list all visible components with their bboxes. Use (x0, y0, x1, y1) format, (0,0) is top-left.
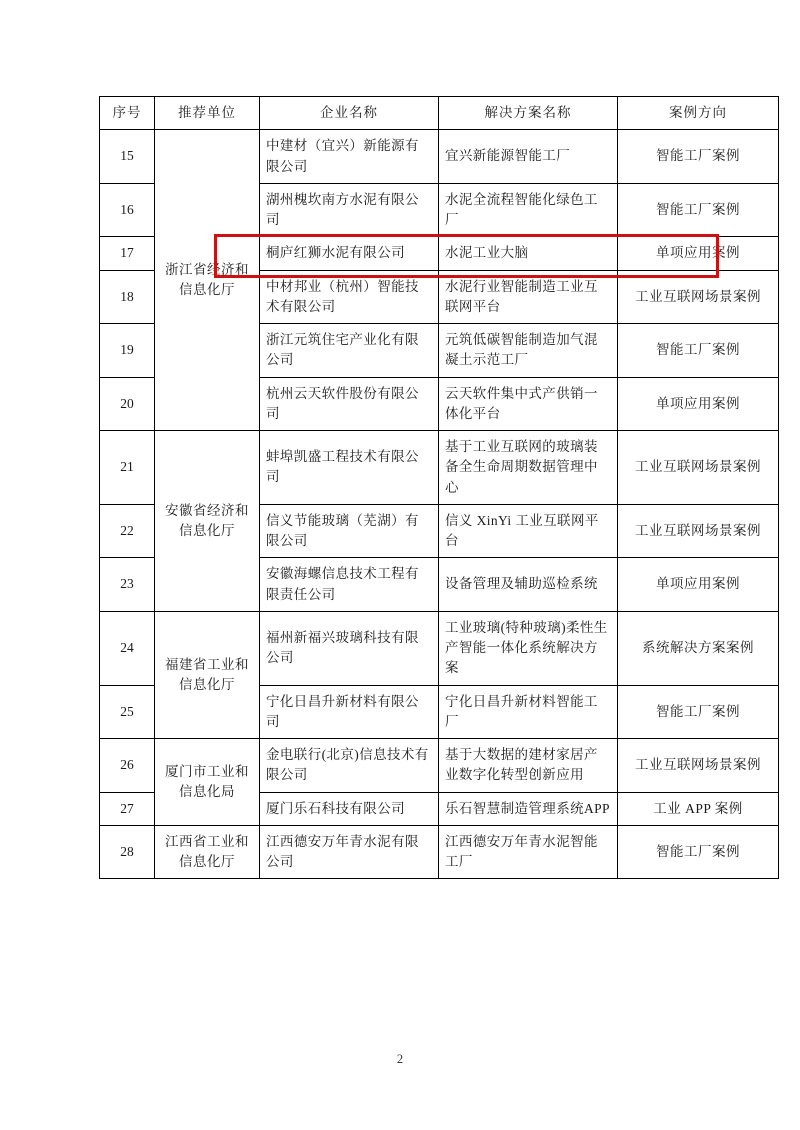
cell-entity: 厦门乐石科技有限公司 (260, 792, 439, 825)
cell-solution: 宁化日昌升新材料智能工厂 (439, 685, 618, 739)
column-header-unit: 推荐单位 (155, 97, 260, 130)
cell-seq: 19 (100, 324, 155, 378)
recommendation-table (99, 96, 779, 879)
cell-solution: 水泥全流程智能化绿色工厂 (439, 183, 618, 237)
cell-unit: 江西省工业和信息化厅 (155, 825, 260, 879)
cell-solution: 元筑低碳智能制造加气混凝土示范工厂 (439, 324, 618, 378)
cell-seq: 24 (100, 611, 155, 685)
cell-seq: 21 (100, 431, 155, 505)
cell-direction: 智能工厂案例 (618, 324, 779, 378)
cell-solution: 乐石智慧制造管理系统APP (439, 792, 618, 825)
cell-solution: 水泥行业智能制造工业互联网平台 (439, 270, 618, 324)
cell-entity: 杭州云天软件股份有限公司 (260, 377, 439, 431)
column-header-direction: 案例方向 (618, 97, 779, 130)
column-header-solution: 解决方案名称 (439, 97, 618, 130)
cell-direction: 单项应用案例 (618, 558, 779, 612)
cell-entity: 金电联行(北京)信息技术有限公司 (260, 739, 439, 793)
cell-entity: 浙江元筑住宅产业化有限公司 (260, 324, 439, 378)
table-row (100, 825, 779, 879)
table-row (100, 130, 779, 184)
cell-seq: 27 (100, 792, 155, 825)
cell-direction: 工业 APP 案例 (618, 792, 779, 825)
cell-solution: 基于工业互联网的玻璃装备全生命周期数据管理中心 (439, 431, 618, 505)
page-number: 2 (396, 1052, 404, 1066)
cell-solution: 工业玻璃(特种玻璃)柔性生产智能一体化系统解决方案 (439, 611, 618, 685)
cell-entity: 信义节能玻璃（芜湖）有限公司 (260, 504, 439, 558)
cell-unit: 浙江省经济和信息化厅 (155, 130, 260, 431)
cell-seq: 20 (100, 377, 155, 431)
cell-seq: 17 (100, 237, 155, 270)
column-header-entity: 企业名称 (260, 97, 439, 130)
cell-entity: 宁化日昌升新材料有限公司 (260, 685, 439, 739)
cell-direction: 工业互联网场景案例 (618, 270, 779, 324)
cell-solution: 江西德安万年青水泥智能工厂 (439, 825, 618, 879)
cell-seq: 28 (100, 825, 155, 879)
cell-seq: 23 (100, 558, 155, 612)
cell-entity: 福州新福兴玻璃科技有限公司 (260, 611, 439, 685)
cell-seq: 25 (100, 685, 155, 739)
cell-solution: 云天软件集中式产供销一体化平台 (439, 377, 618, 431)
recommendation-table-container (99, 96, 761, 879)
cell-seq: 26 (100, 739, 155, 793)
cell-solution: 信义 XinYi 工业互联网平台 (439, 504, 618, 558)
cell-unit: 安徽省经济和信息化厅 (155, 431, 260, 612)
table-row (100, 611, 779, 685)
cell-entity: 江西德安万年青水泥有限公司 (260, 825, 439, 879)
cell-direction: 智能工厂案例 (618, 183, 779, 237)
cell-direction: 系统解决方案案例 (618, 611, 779, 685)
cell-seq: 18 (100, 270, 155, 324)
cell-solution: 基于大数据的建材家居产业数字化转型创新应用 (439, 739, 618, 793)
cell-solution: 设备管理及辅助巡检系统 (439, 558, 618, 612)
cell-direction: 工业互联网场景案例 (618, 504, 779, 558)
cell-direction: 单项应用案例 (618, 377, 779, 431)
cell-direction: 智能工厂案例 (618, 130, 779, 184)
column-header-seq: 序号 (100, 97, 155, 130)
cell-seq: 15 (100, 130, 155, 184)
cell-direction: 单项应用案例 (618, 237, 779, 270)
cell-solution: 水泥工业大脑 (439, 237, 618, 270)
cell-entity: 桐庐红狮水泥有限公司 (260, 237, 439, 270)
cell-entity: 湖州槐坎南方水泥有限公司 (260, 183, 439, 237)
cell-unit: 福建省工业和信息化厅 (155, 611, 260, 738)
cell-direction: 工业互联网场景案例 (618, 739, 779, 793)
cell-entity: 中材邦业（杭州）智能技术有限公司 (260, 270, 439, 324)
cell-seq: 22 (100, 504, 155, 558)
cell-direction: 智能工厂案例 (618, 685, 779, 739)
cell-entity: 蚌埠凯盛工程技术有限公司 (260, 431, 439, 505)
cell-unit: 厦门市工业和信息化局 (155, 739, 260, 826)
cell-entity: 安徽海螺信息技术工程有限责任公司 (260, 558, 439, 612)
cell-direction: 工业互联网场景案例 (618, 431, 779, 505)
table-row (100, 739, 779, 793)
cell-direction: 智能工厂案例 (618, 825, 779, 879)
cell-entity: 中建材（宜兴）新能源有限公司 (260, 130, 439, 184)
table-header-row (100, 97, 779, 130)
cell-solution: 宜兴新能源智能工厂 (439, 130, 618, 184)
cell-seq: 16 (100, 183, 155, 237)
table-row (100, 431, 779, 505)
